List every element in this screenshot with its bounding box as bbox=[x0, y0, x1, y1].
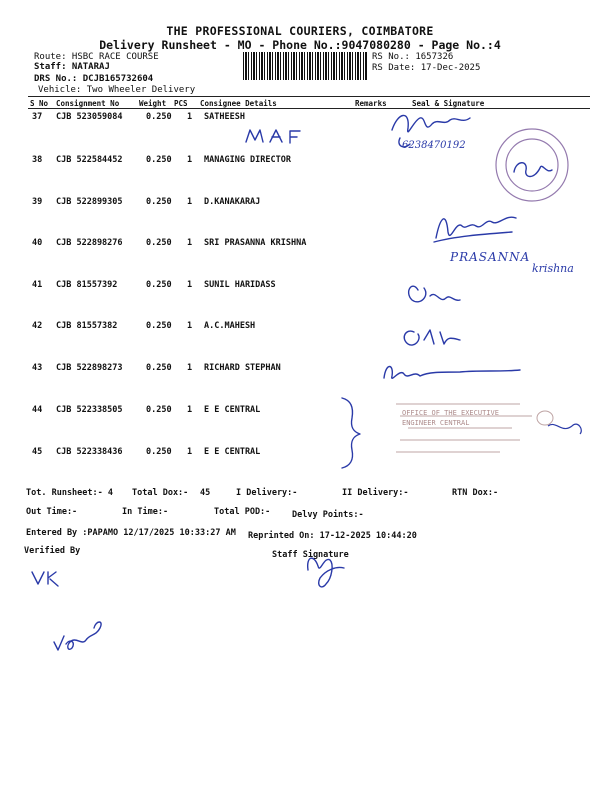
verified-by: Verified By bbox=[24, 546, 81, 556]
col-weight: Weight bbox=[139, 99, 167, 108]
row-consignment-no: CJB 522338505 bbox=[56, 405, 123, 415]
handwritten-krishna: krishna bbox=[532, 262, 574, 275]
row-sno: 43 bbox=[32, 363, 43, 373]
row-pcs: 1 bbox=[187, 155, 193, 165]
row-pcs: 1 bbox=[187, 447, 193, 457]
total-dox-label: Total Dox:- bbox=[132, 488, 189, 498]
row-weight: 0.250 bbox=[146, 197, 172, 207]
row-consignee: E E CENTRAL bbox=[204, 447, 261, 457]
out-time: Out Time:- bbox=[26, 507, 78, 517]
staff-label: Staff: NATARAJ bbox=[34, 62, 110, 72]
delvy-points: Delvy Points:- bbox=[292, 510, 364, 520]
row-consignee: MANAGING DIRECTOR bbox=[204, 155, 291, 165]
reprinted-on: Reprinted On: 17-12-2025 10:44:20 bbox=[248, 531, 417, 541]
office-stamp-text: OFFICE OF THE EXECUTIVE ENGINEER CENTRAL bbox=[402, 409, 499, 427]
row-consignee: A.C.MAHESH bbox=[204, 321, 256, 331]
row-consignment-no: CJB 522584452 bbox=[56, 155, 123, 165]
row-weight: 0.250 bbox=[146, 321, 172, 331]
handwritten-prasanna: PRASANNA bbox=[450, 250, 531, 264]
in-time: In Time:- bbox=[122, 507, 169, 517]
row-sno: 39 bbox=[32, 197, 43, 207]
rs-date: RS Date: 17-Dec-2025 bbox=[372, 63, 481, 73]
tot-runsheet: Tot. Runsheet:- 4 bbox=[26, 488, 113, 498]
row-pcs: 1 bbox=[187, 197, 193, 207]
handwritten-phone: 6238470192 bbox=[402, 140, 466, 151]
row-pcs: 1 bbox=[187, 363, 193, 373]
row-sno: 45 bbox=[32, 447, 43, 457]
row-consignee: E E CENTRAL bbox=[204, 405, 261, 415]
drs-number: DRS No.: DCJB165732604 bbox=[34, 74, 154, 84]
row-sno: 42 bbox=[32, 321, 43, 331]
rtn-dox: RTN Dox:- bbox=[452, 488, 499, 498]
row-consignee: D.KANAKARAJ bbox=[204, 197, 261, 207]
runsheet-subtitle: Delivery Runsheet - MO - Phone No.:9047080280 - Page No.:4 bbox=[99, 38, 501, 52]
row-consignment-no: CJB 523059084 bbox=[56, 112, 123, 122]
row-consignee: SRI PRASANNA KRISHNA bbox=[204, 238, 307, 248]
col-pcs: PCS bbox=[174, 99, 188, 108]
staff-signature-label: Staff Signature bbox=[272, 550, 349, 560]
row-pcs: 1 bbox=[187, 280, 193, 290]
entered-by: Entered By :PAPAMO 12/17/2025 10:33:27 AM bbox=[26, 528, 236, 538]
row-sno: 41 bbox=[32, 280, 43, 290]
row-consignee: RICHARD STEPHAN bbox=[204, 363, 281, 373]
row-pcs: 1 bbox=[187, 405, 193, 415]
row-weight: 0.250 bbox=[146, 112, 172, 122]
row-pcs: 1 bbox=[187, 112, 193, 122]
row-weight: 0.250 bbox=[146, 280, 172, 290]
row-sno: 40 bbox=[32, 238, 43, 248]
header-top-rule bbox=[28, 96, 590, 97]
row-pcs: 1 bbox=[187, 321, 193, 331]
company-title: THE PROFESSIONAL COURIERS, COIMBATORE bbox=[166, 24, 434, 38]
row-sno: 37 bbox=[32, 112, 43, 122]
total-dox-value: 45 bbox=[200, 488, 211, 498]
row-weight: 0.250 bbox=[146, 363, 172, 373]
row-consignee: SUNIL HARIDASS bbox=[204, 280, 276, 290]
row-consignment-no: CJB 522899305 bbox=[56, 197, 123, 207]
vehicle-label: Vehicle: Two Wheeler Delivery bbox=[38, 85, 196, 95]
row-weight: 0.250 bbox=[146, 447, 172, 457]
header-bottom-rule bbox=[28, 108, 590, 109]
total-pod: Total POD:- bbox=[214, 507, 271, 517]
col-sno: S No bbox=[30, 99, 49, 108]
ii-delivery: II Delivery:- bbox=[342, 488, 409, 498]
row-weight: 0.250 bbox=[146, 155, 172, 165]
row-consignment-no: CJB 522898273 bbox=[56, 363, 123, 373]
row-consignment-no: CJB 81557392 bbox=[56, 280, 118, 290]
col-remarks: Remarks bbox=[355, 99, 387, 108]
row-consignee: SATHEESH bbox=[204, 112, 245, 122]
row-weight: 0.250 bbox=[146, 405, 172, 415]
row-sno: 38 bbox=[32, 155, 43, 165]
row-sno: 44 bbox=[32, 405, 43, 415]
i-delivery: I Delivery:- bbox=[236, 488, 298, 498]
barcode bbox=[243, 52, 368, 80]
row-consignment-no: CJB 81557382 bbox=[56, 321, 118, 331]
row-consignment-no: CJB 522338436 bbox=[56, 447, 123, 457]
row-consignment-no: CJB 522898276 bbox=[56, 238, 123, 248]
col-seal-signature: Seal & Signature bbox=[412, 99, 485, 108]
row-weight: 0.250 bbox=[146, 238, 172, 248]
rs-number: RS No.: 1657326 bbox=[372, 52, 454, 62]
route-label: Route: HSBC RACE COURSE bbox=[34, 52, 159, 62]
col-consignee: Consignee Details bbox=[200, 99, 277, 108]
row-pcs: 1 bbox=[187, 238, 193, 248]
col-consignment: Consignment No bbox=[56, 99, 120, 108]
